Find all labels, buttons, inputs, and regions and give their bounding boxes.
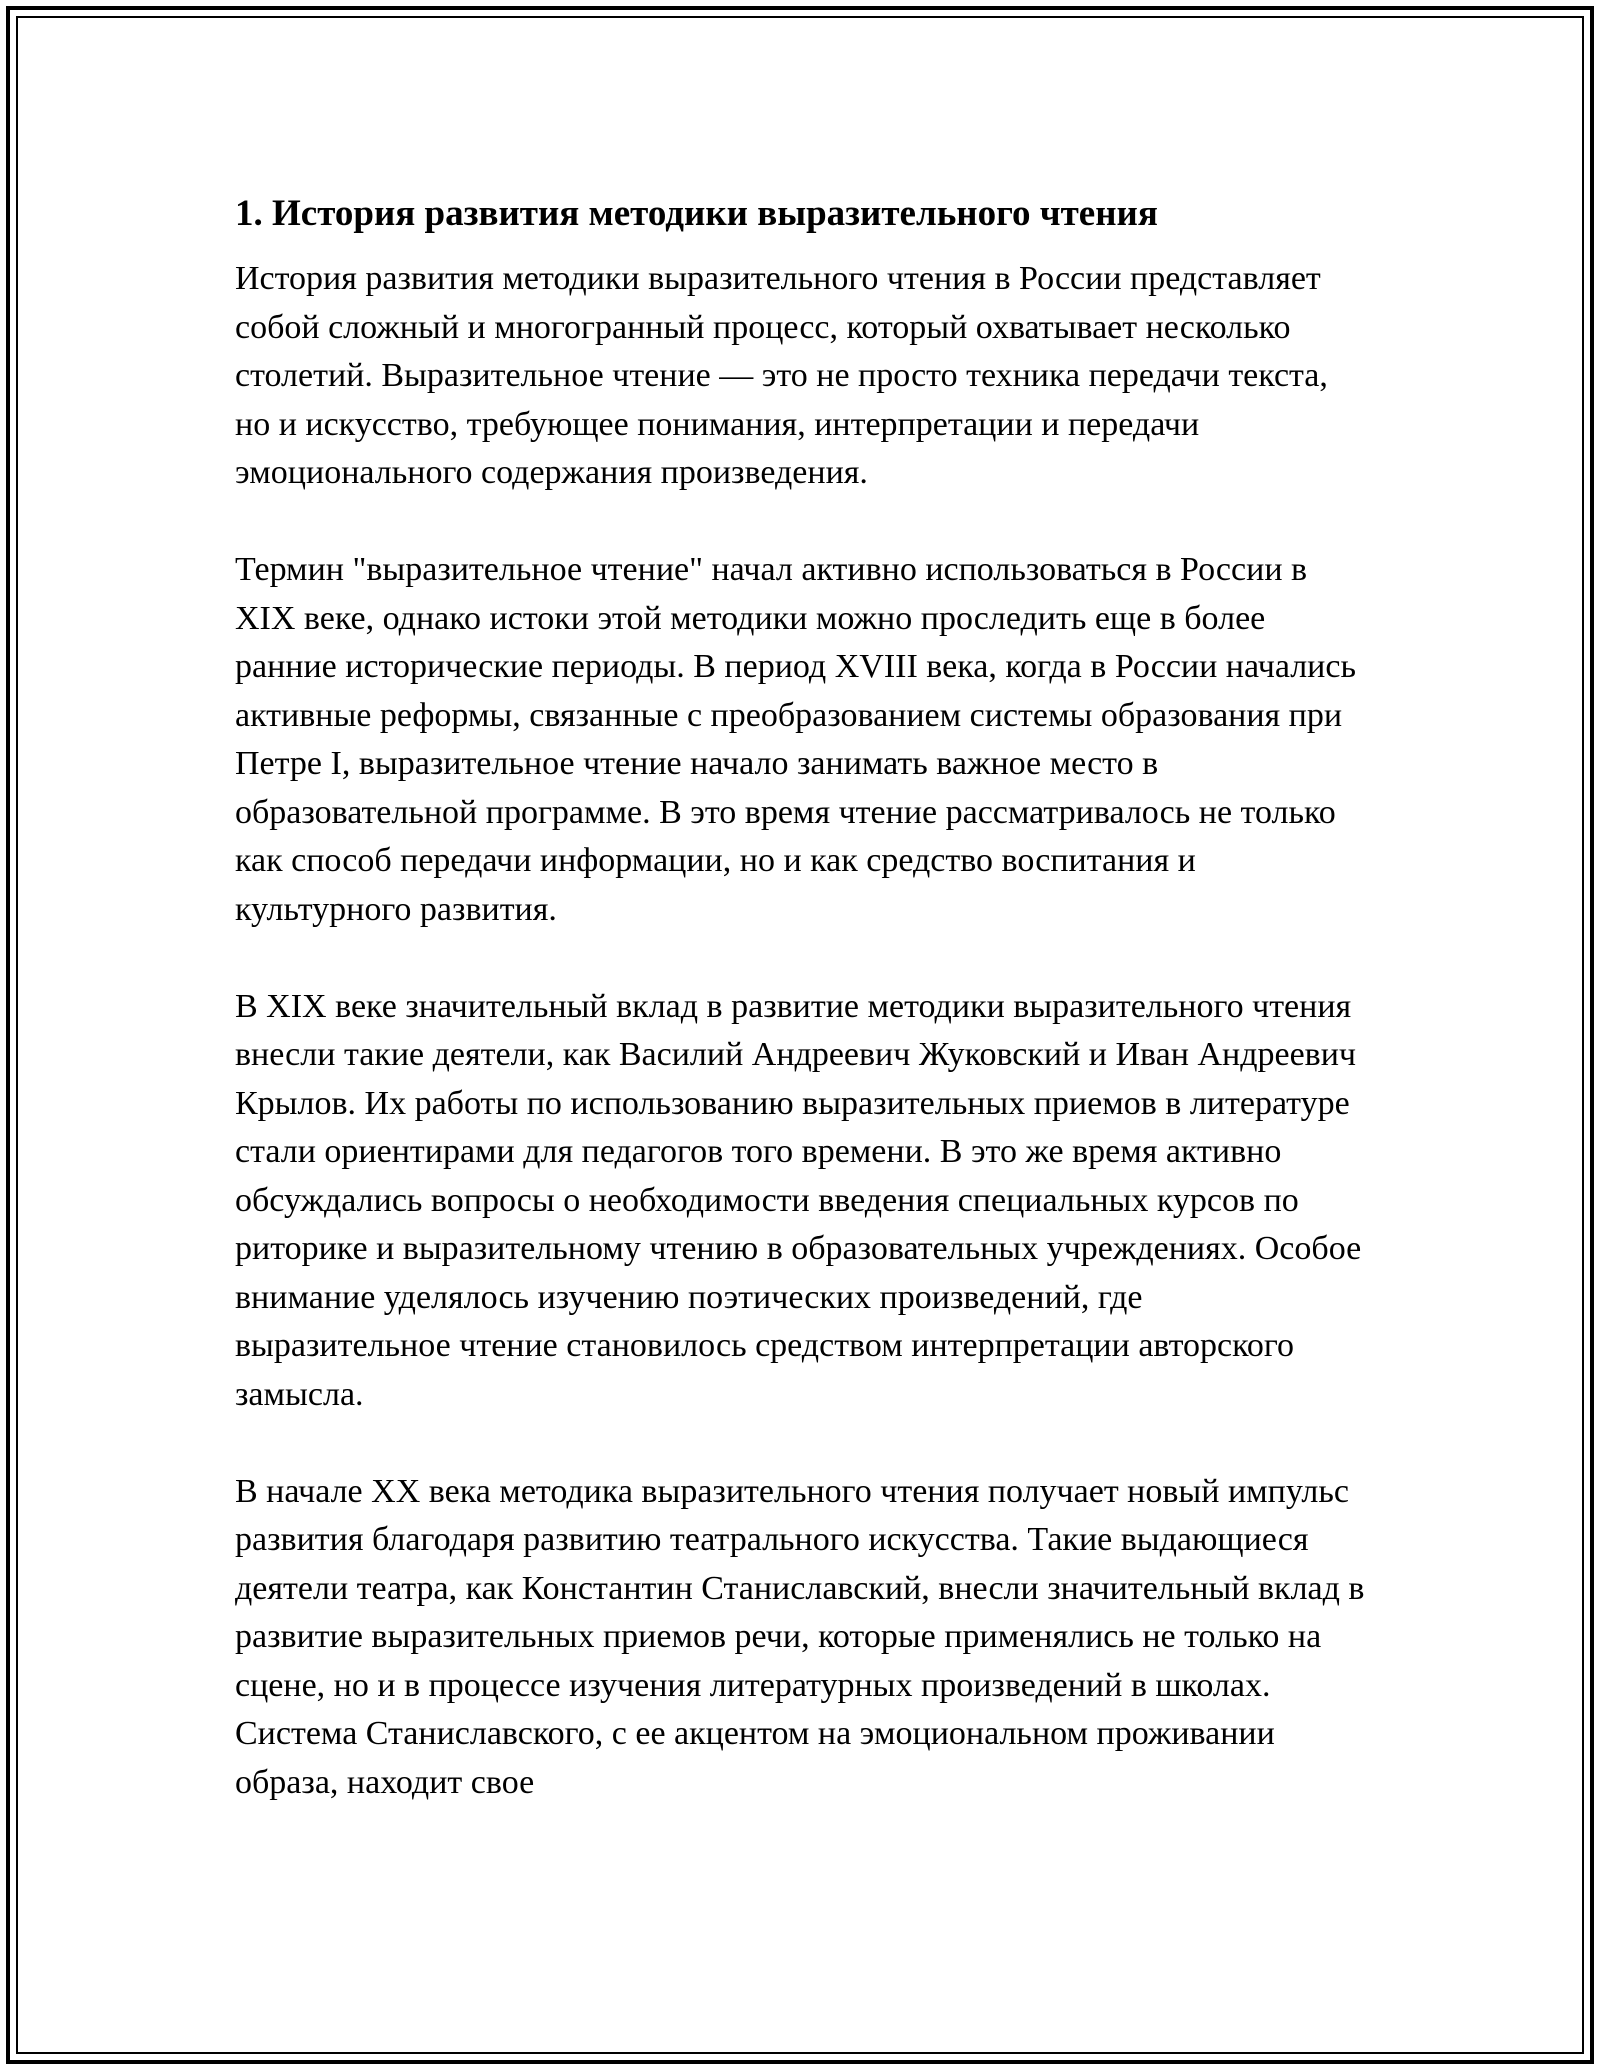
paragraph: Термин "выразительное чтение" начал активно использоваться в России в XIX веке, однако истоки этой методики можно проследить еще в более ранние исторические периоды. В период XVIII века, когда в России начались активные реформы, связанные с преобразованием системы образования при Петре I, выразительное чтение начало занимать важное место в образовательной программе. В это время чтение рассматривалось не только как способ передачи информации, но и как средство воспитания и культурного развития. — [235, 551, 1356, 928]
paragraph: История развития методики выразительного чтения в России представляет собой сложный и многогранный процесс, который охватывает несколько столетий. Выразительное чтение — это не просто техника передачи текста, но и искусство, требующее понимания, интерпретации и передачи эмоционального содержания произведения. — [235, 260, 1328, 491]
section-title: 1. История развития методики выразительного чтения — [235, 193, 1158, 234]
paragraph: В начале XX века методика выразительного чтения получает новый импульс развития благодаря развитию театрального искусства. Такие выдающиеся деятели театра, как Константин Станиславский, внесли значительный вклад в развитие выразительных приемов речи, которые применялись не только на сцене, но и в процессе изучения литературных произведений в школах. Система Станиславского, с ее акцентом на эмоциональном проживании образа, находит свое — [235, 1472, 1365, 1801]
paragraph: В XIX веке значительный вклад в развитие методики выразительного чтения внесли такие деятели, как Василий Андреевич Жуковский и Иван Андреевич Крылов. Их работы по использованию выразительных приемов в литературе стали ориентирами для педагогов того времени. В это же время активно обсуждались вопросы о необходимости введения специальных курсов по риторике и выразительному чтению в образовательных учреждениях. Особое внимание уделялось изучению поэтических произведений, где выразительное чтение становилось средством интерпретации авторского замысла. — [235, 987, 1362, 1413]
document-body — [235, 185, 1365, 1807]
paragraph-list — [235, 255, 1365, 1807]
